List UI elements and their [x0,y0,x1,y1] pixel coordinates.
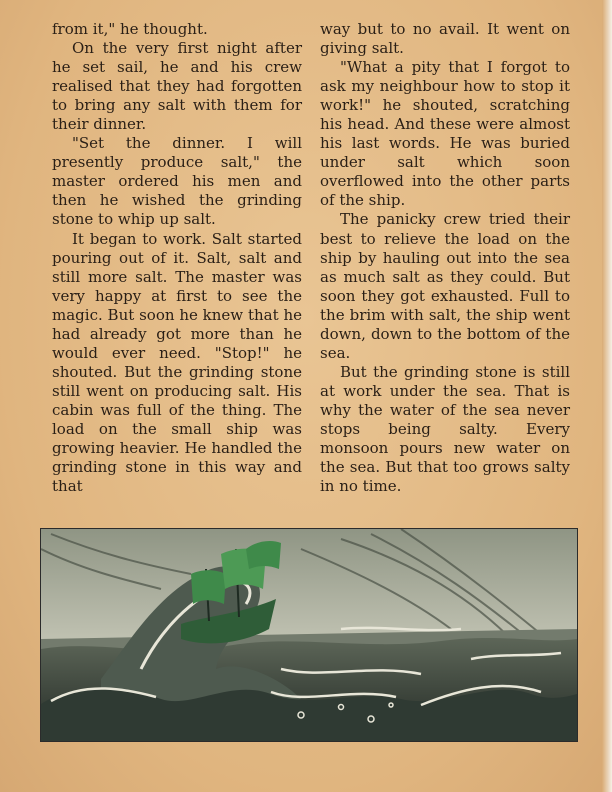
paragraph: The panicky crew tried their best to relieve the load on the ship by hauling out into the sea as much salt as they could. But soon they got exhausted. Full to the brim with salt, the ship went down, down to the bottom of the sea. [320,210,570,362]
stormy-sea-illustration [40,528,578,742]
ship-in-storm-drawing [41,529,577,741]
paragraph: way but to no avail. It went on giving salt. [320,20,570,58]
paragraph: "Set the dinner. I will presently produce salt," the master ordered his men and then he wished the grinding stone to whip up salt. [52,134,302,229]
paragraph: It began to work. Salt started pouring out of it. Salt, salt and still more salt. The master was very happy at first to see the magic. But soon he knew that he had already got more than he would ever need. "Stop!" he shouted. But the grinding stone still went on producing salt. His cabin was full of the thing. The load on the small ship was growing heavier. He handled the grinding stone in this way and that [52,229,302,496]
paragraph: But the grinding stone is still at work under the sea. That is why the water of the sea never stops being salty. Every monsoon pours new water on the sea. But that too grows salty in no time. [320,362,570,496]
text-column-right [320,20,570,496]
paragraph: "What a pity that I forgot to ask my neighbour how to stop it work!" he shouted, scratching his head. And these were almost his last words. He was buried under salt which soon overflowed into the other parts of the ship. [320,58,570,210]
paragraph: from it," he thought. [52,20,208,38]
paragraph: On the very first night after he set sail, he and his crew realised that they had forgotten to bring any salt with them for their dinner. [52,39,302,134]
text-column-left [52,20,302,496]
page-edge [602,0,612,792]
